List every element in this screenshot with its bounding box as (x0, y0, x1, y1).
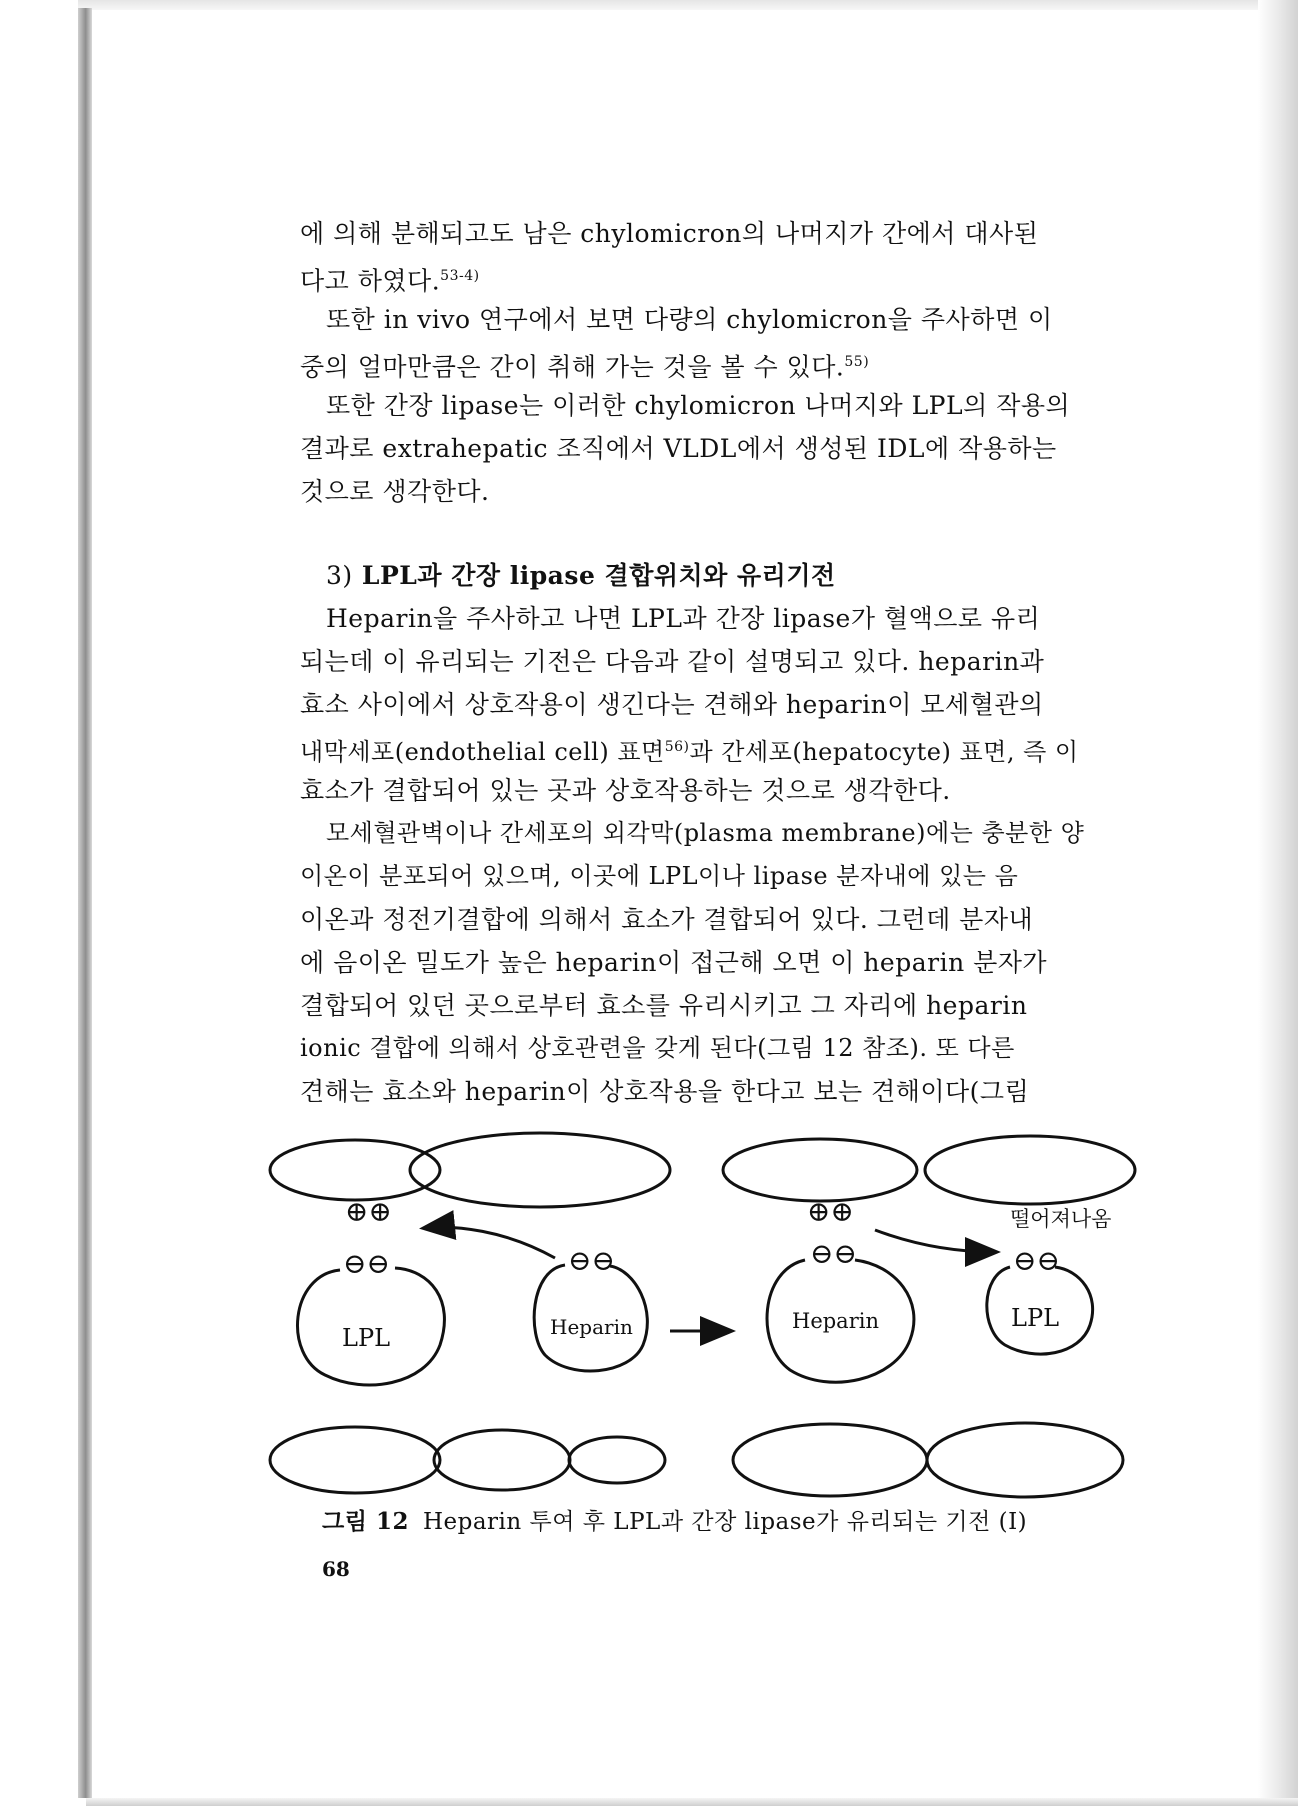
page-number: 68 (322, 1557, 350, 1581)
text-span: 중의 얼마만큼은 간이 취해 가는 것을 볼 수 있다. (300, 352, 845, 382)
negative-charges: ⊖⊖ (343, 1247, 390, 1280)
section-number: 3) (326, 561, 353, 590)
text-span: 내막세포(endothelial cell) 표면 (300, 738, 665, 766)
text-line: 되는데 이 유리되는 기전은 다음과 같이 설명되고 있다. heparin과 (300, 647, 1045, 676)
page-edge-bottom (86, 1798, 1298, 1806)
body-paragraphs (300, 597, 1138, 1113)
text-line (300, 341, 1138, 384)
text-line: 이온이 분포되어 있으며, 이곳에 LPL이나 lipase 분자내에 있는 음 (300, 862, 1019, 890)
membrane-cell (733, 1424, 927, 1496)
text-line: Heparin을 주사하고 나면 LPL과 간장 lipase가 혈액으로 유리 (326, 604, 1041, 633)
negative-charges: ⊖⊖ (568, 1244, 615, 1277)
lpl-label: LPL (342, 1324, 391, 1352)
text-line: 것으로 생각한다. (300, 477, 490, 506)
membrane-cell (925, 1136, 1135, 1204)
membrane-cell (569, 1437, 665, 1483)
membrane-cell (927, 1423, 1123, 1497)
reference-superscript: 56) (664, 739, 690, 755)
membrane-cell (434, 1430, 570, 1490)
text-span: 과 간세포(hepatocyte) 표면, 즉 이 (689, 738, 1079, 766)
positive-charges: ⊕⊕ (807, 1195, 854, 1228)
membrane-cell (270, 1427, 440, 1493)
page-edge-right (1258, 0, 1298, 1806)
heparin-label: Heparin (792, 1309, 879, 1333)
negative-charges: ⊖⊖ (810, 1237, 857, 1270)
heparin-label: Heparin (550, 1315, 633, 1339)
text-line: 또한 in vivo 연구에서 보면 다량의 chylomicron을 주사하면 이 (326, 305, 1053, 334)
figure-caption-text: Heparin 투여 후 LPL과 간장 lipase가 유리되는 기전 (Ⅰ) (422, 1509, 1028, 1535)
section-title: LPL과 간장 lipase 결합위치와 유리기전 (361, 561, 836, 590)
reference-superscript: 55) (844, 354, 870, 370)
positive-charges: ⊕⊕ (345, 1195, 392, 1228)
text-line: 모세혈관벽이나 간세포의 외각막(plasma membrane)에는 충분한 양 (326, 819, 1085, 847)
membrane-cell (410, 1133, 670, 1207)
text-line: ionic 결합에 의해서 상호관련을 갖게 된다(그림 12 참조). 또 다른 (300, 1034, 1015, 1062)
text-line: 에 의해 분해되고도 남은 chylomicron의 나머지가 간에서 대사된 (300, 219, 1039, 248)
figure-label: 그림 12 (322, 1508, 409, 1535)
text-line: 에 음이온 밀도가 높은 heparin이 접근해 오면 이 heparin 분자가 (300, 948, 1048, 977)
text-line (300, 255, 1138, 298)
text-line: 결합되어 있던 곳으로부터 효소를 유리시키고 그 자리에 heparin (300, 991, 1028, 1020)
text-line: 이온과 정전기결합에 의해서 효소가 결합되어 있다. 그런데 분자내 (300, 905, 1034, 934)
section-heading-line (300, 554, 1138, 597)
detach-label: 떨어져나옴 (1010, 1207, 1112, 1231)
text-line: 견해는 효소와 heparin이 상호작용을 한다고 보는 견해이다(그림 (300, 1077, 1030, 1106)
text-line: 또한 간장 lipase는 이러한 chylomicron 나머지와 LPL의 작용의 (326, 391, 1071, 420)
text-line (300, 726, 1138, 769)
text-span: 다고 하였다. (300, 266, 441, 296)
membrane-cell (270, 1140, 440, 1200)
membrane-cell (723, 1139, 917, 1201)
text-line: 결과로 extrahepatic 조직에서 VLDL에서 생성된 IDL에 작용하는 (300, 434, 1057, 463)
figure-caption (322, 1504, 1142, 1540)
section-heading (300, 554, 1138, 597)
approach-arrow (425, 1227, 555, 1258)
page-edge-top (78, 0, 1288, 10)
reference-superscript: 53-4) (440, 268, 480, 284)
page-edge-left (78, 8, 92, 1798)
intro-paragraphs (300, 212, 1138, 513)
negative-charges: ⊖⊖ (1013, 1244, 1060, 1277)
text-line: 효소 사이에서 상호작용이 생긴다는 견해와 heparin이 모세혈관의 (300, 690, 1044, 719)
text-line: 효소가 결합되어 있는 곳과 상호작용하는 것으로 생각한다. (300, 776, 951, 805)
figure-12-diagram (265, 1130, 1145, 1505)
release-arrow (875, 1230, 995, 1252)
lpl-label: LPL (1011, 1304, 1060, 1332)
